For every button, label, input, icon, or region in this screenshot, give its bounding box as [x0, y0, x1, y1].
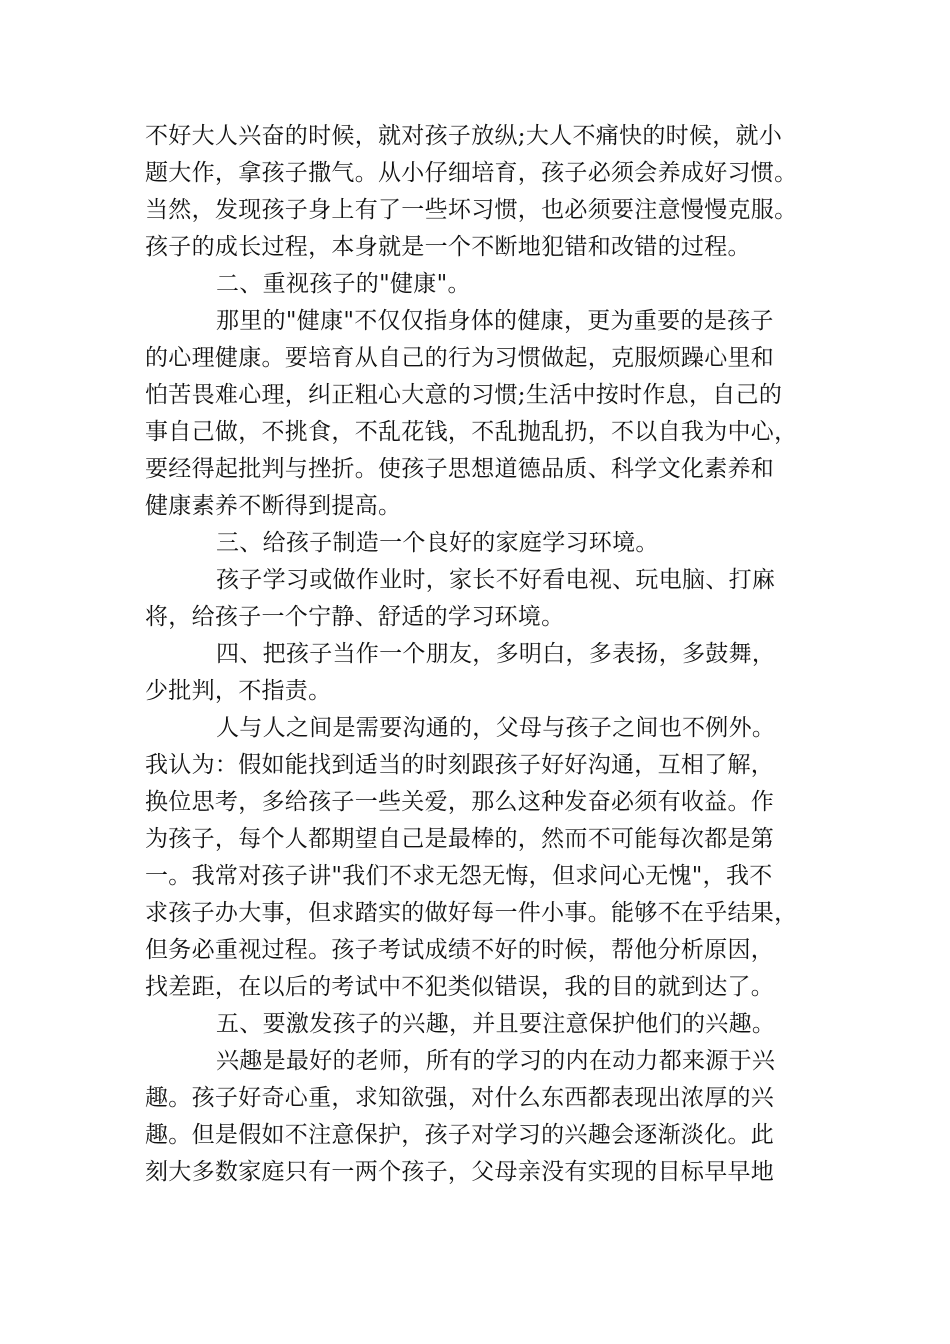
- text-line: 当然，发现孩子身上有了一些坏习惯，也必须要注意慢慢克服。: [145, 197, 798, 223]
- document-body: [145, 118, 805, 1191]
- text-line: 将，给孩子一个宁静、舒适的学习环境。: [145, 604, 565, 630]
- section-heading-4: 四、把孩子当作一个朋友，多明白，多表扬，多鼓舞，: [216, 641, 776, 667]
- text-line: 刻大多数家庭只有一两个孩子，父母亲没有实现的目标早早地: [145, 1159, 775, 1185]
- text-line: 但务必重视过程。孩子考试成绩不好的时候，帮他分析原因，: [145, 937, 775, 963]
- text-line: 孩子学习或做作业时，家长不好看电视、玩电脑、打麻: [216, 567, 776, 593]
- text-line: 少批判，不指责。: [145, 678, 332, 704]
- text-line: 人与人之间是需要沟通的，父母与孩子之间也不例外。: [216, 715, 776, 741]
- text-line: 我认为：假如能找到适当的时刻跟孩子好好沟通，互相了解，: [145, 752, 775, 778]
- text-line: 那里的"健康"不仅仅指身体的健康，更为重要的是孩子: [216, 308, 774, 334]
- text-line: 要经得起批判与挫折。使孩子思想道德品质、科学文化素养和: [145, 456, 775, 482]
- text-line: 健康素养不断得到提高。: [145, 493, 402, 519]
- section-heading-5: 五、要激发孩子的兴趣，并且要注意保护他们的兴趣。: [216, 1011, 776, 1037]
- text-line: 一。我常对孩子讲"我们不求无怨无悔，但求问心无愧"，我不: [145, 863, 773, 889]
- text-line: 求孩子办大事，但求踏实的做好每一件小事。能够不在乎结果，: [145, 900, 798, 926]
- text-line: 趣。孩子好奇心重，求知欲强，对什么东西都表现出浓厚的兴: [145, 1085, 775, 1111]
- section-heading-2: 二、重视孩子的"健康"。: [216, 271, 471, 297]
- text-line: 事自己做，不挑食，不乱花钱，不乱抛乱扔，不以自我为中心，: [145, 419, 798, 445]
- text-line: 孩子的成长过程，本身就是一个不断地犯错和改错的过程。: [145, 234, 751, 260]
- text-line: 题大作，拿孩子撒气。从小仔细培育，孩子必须会养成好习惯。: [145, 160, 798, 186]
- text-line: 趣。但是假如不注意保护，孩子对学习的兴趣会逐渐淡化。此: [145, 1122, 775, 1148]
- text-line: 的心理健康。要培育从自己的行为习惯做起，克服烦躁心里和: [145, 345, 775, 371]
- text-line: 怕苦畏难心理，纠正粗心大意的习惯;生活中按时作息，自己的: [145, 382, 783, 408]
- text-line: 兴趣是最好的老师，所有的学习的内在动力都来源于兴: [216, 1048, 776, 1074]
- text-line: 找差距，在以后的考试中不犯类似错误，我的目的就到达了。: [145, 974, 775, 1000]
- text-line: 不好大人兴奋的时候，就对孩子放纵;大人不痛快的时候，就小: [145, 123, 783, 149]
- text-line: 换位思考，多给孩子一些关爱，那么这种发奋必须有收益。作: [145, 789, 775, 815]
- text-line: 为孩子，每个人都期望自己是最棒的，然而不可能每次都是第: [145, 826, 775, 852]
- section-heading-3: 三、给孩子制造一个良好的家庭学习环境。: [216, 530, 659, 556]
